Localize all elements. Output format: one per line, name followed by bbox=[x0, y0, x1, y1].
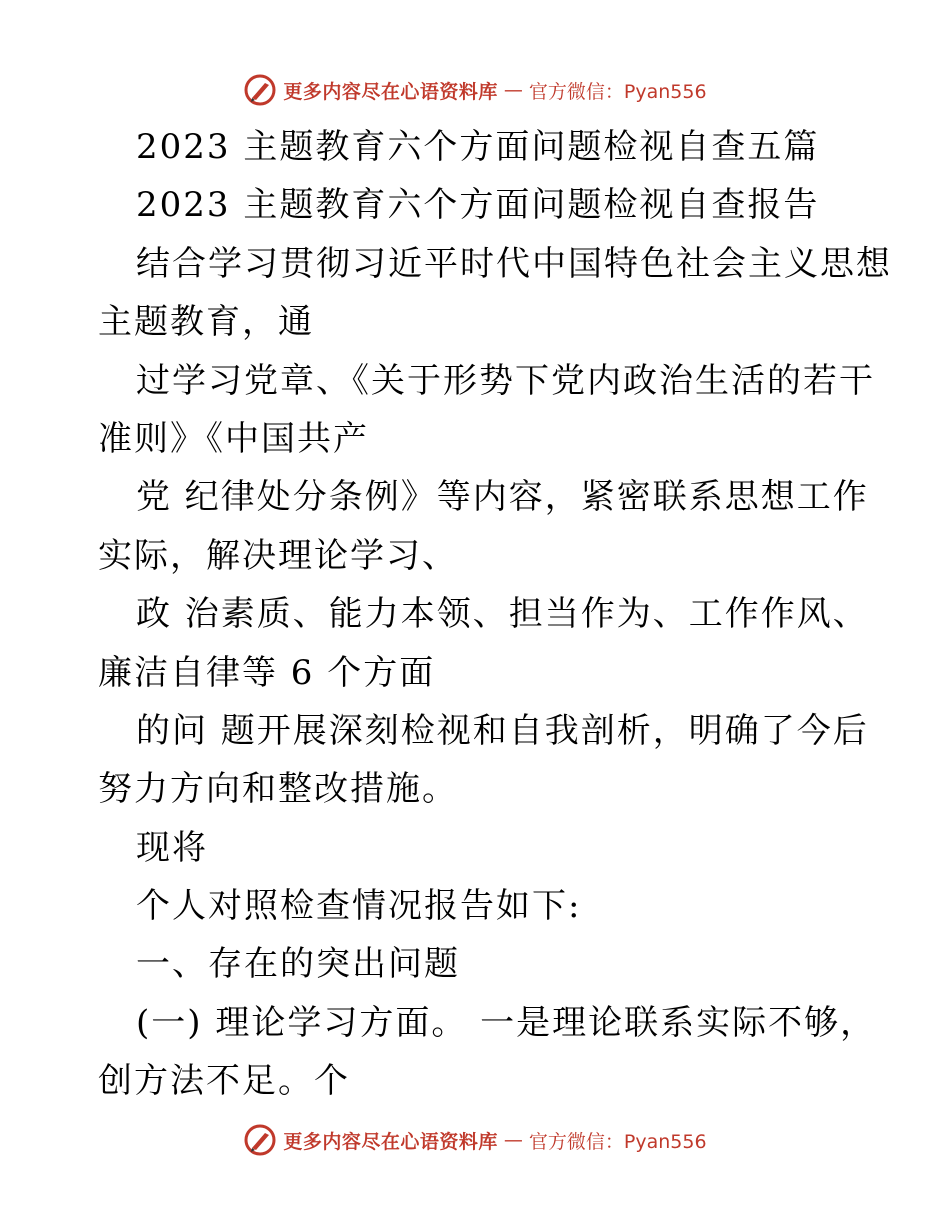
banner-contact: 官方微信：Pyan556 bbox=[528, 80, 707, 103]
paragraph-line: 过学习党章、《关于形势下党内政治生活的若干 bbox=[136, 360, 875, 401]
paragraph-line: 党 纪律处分条例》等内容，紧密联系思想工作 bbox=[136, 477, 869, 518]
header-watermark-banner bbox=[0, 70, 950, 110]
section-heading: 一、存在的突出问题 bbox=[136, 944, 460, 985]
doc-title-line: 2023 主题教育六个方面问题检视自查五篇 bbox=[136, 127, 820, 167]
paragraph-line: (一) 理论学习方面。 一是理论联系实际不够， bbox=[136, 1002, 877, 1043]
paragraph-line: 政 治素质、能力本领、担当作为、工作作风、 bbox=[136, 594, 869, 635]
footer-watermark-banner bbox=[0, 1120, 950, 1160]
pen-circle-logo-icon bbox=[243, 1123, 277, 1157]
paragraph-line: 现将 bbox=[136, 827, 208, 868]
banner-contact: 官方微信：Pyan556 bbox=[528, 1130, 707, 1153]
paragraph-line: 结合学习贯彻习近平时代中国特色社会主义思想 bbox=[136, 243, 892, 284]
paragraph-line: 的问 题开展深刻检视和自我剖析，明确了今后 bbox=[136, 710, 869, 751]
paragraph-line: 主题教育，通 bbox=[98, 302, 314, 343]
paragraph-line: 廉洁自律等 6 个方面 bbox=[98, 652, 436, 693]
banner-dash: — bbox=[503, 79, 523, 101]
paragraph-line: 准则》《中国共产 bbox=[98, 418, 369, 459]
document-body bbox=[98, 118, 892, 1111]
pen-circle-logo-icon bbox=[243, 73, 277, 107]
paragraph-line: 个人对照检查情况报告如下: bbox=[136, 886, 582, 927]
paragraph-line: 实际，解决理论学习、 bbox=[98, 535, 458, 576]
banner-text: 更多内容尽在心语资料库 bbox=[283, 80, 498, 103]
banner-text: 更多内容尽在心语资料库 bbox=[283, 1130, 498, 1153]
doc-subtitle-line: 2023 主题教育六个方面问题检视自查报告 bbox=[136, 185, 820, 226]
paragraph-line: 努力方向和整改措施。 bbox=[98, 769, 458, 810]
banner-dash: — bbox=[503, 1129, 523, 1151]
paragraph-line: 创方法不足。个 bbox=[98, 1061, 350, 1102]
